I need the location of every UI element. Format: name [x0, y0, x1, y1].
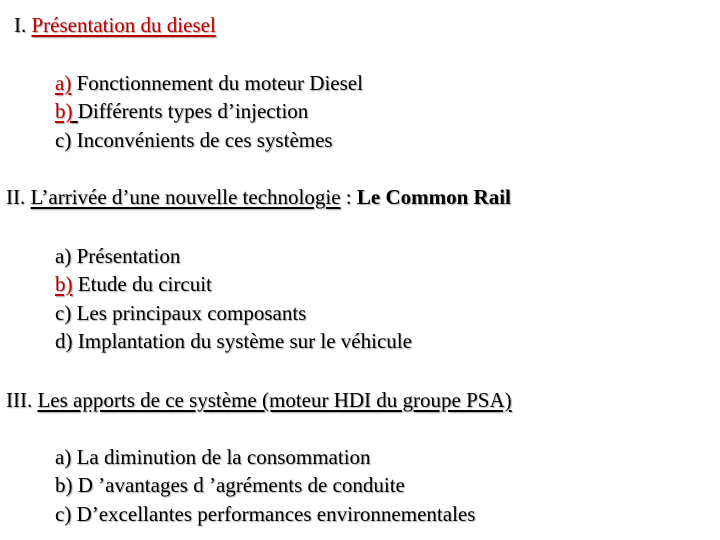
section-2-item-d — [55, 328, 412, 354]
section-1-title: Présentation du diesel — [31, 13, 216, 37]
section-3-heading — [6, 387, 512, 413]
section-2-item-c — [55, 300, 306, 326]
section-3-item-c — [55, 501, 475, 527]
section-3-item-b — [55, 472, 405, 498]
section-2-heading — [6, 184, 511, 210]
section-1-item-b — [55, 98, 308, 124]
item-marker: c) — [55, 502, 72, 526]
section-1-item-a — [55, 70, 363, 96]
item-text: Implantation du système sur le véhicule — [77, 329, 412, 353]
item-marker: a) — [55, 244, 72, 268]
item-text: D’excellantes performances environnementales — [76, 502, 476, 526]
section-3-number: III. — [6, 388, 38, 412]
item-marker: a) — [55, 445, 72, 469]
item-marker: b) — [55, 272, 73, 296]
item-text: Inconvénients de ces systèmes — [76, 128, 333, 152]
section-3-item-a — [55, 444, 371, 470]
section-3-title: Les apports de ce système (moteur HDI du groupe PSA) — [37, 388, 512, 412]
item-marker: b) — [55, 473, 73, 497]
item-marker: d) — [55, 329, 73, 353]
item-marker: c) — [55, 128, 72, 152]
section-2-title: L’arrivée d’une nouvelle technologie — [30, 185, 341, 209]
section-1-number: I. — [14, 13, 32, 37]
section-1-heading — [14, 12, 216, 38]
section-2-item-b — [55, 271, 212, 297]
section-2-item-a — [55, 243, 180, 269]
section-2-title-bold: Le Common Rail — [356, 185, 511, 209]
item-marker: a) — [55, 71, 72, 95]
item-text: Les principaux composants — [76, 301, 307, 325]
item-text: Etude du circuit — [77, 272, 212, 296]
item-text: D ’avantages d ’agréments de conduite — [77, 473, 405, 497]
item-text: Présentation — [76, 244, 181, 268]
section-1-item-c — [55, 127, 333, 153]
section-2-title-separator: : — [340, 185, 357, 209]
item-text: La diminution de la consommation — [76, 445, 371, 469]
item-marker: b) — [55, 99, 73, 123]
section-2-number: II. — [6, 185, 31, 209]
item-text: Différents types d’injection — [77, 99, 309, 123]
item-marker: c) — [55, 301, 72, 325]
item-text: Fonctionnement du moteur Diesel — [76, 71, 363, 95]
